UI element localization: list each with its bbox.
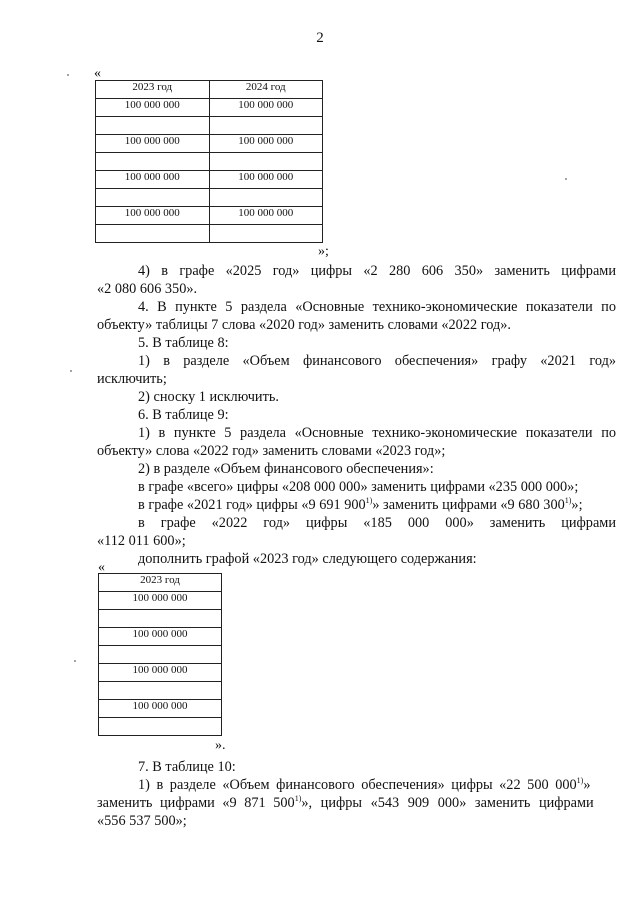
cell	[209, 153, 323, 171]
scan-speck	[67, 74, 69, 76]
table-header-row	[96, 81, 323, 99]
cell	[96, 117, 210, 135]
paragraph-line: объекту» таблицы 7 слова «2020 год» заменить словами «2022 год».	[97, 317, 511, 333]
paragraph-line: в графе «всего» цифры «208 000 000» заменить цифрами «235 000 000»;	[138, 479, 579, 495]
table2-close-quote: ».	[215, 738, 226, 753]
header-2023: 2023 год	[96, 81, 210, 99]
paragraph-line: 6. В таблице 9:	[138, 407, 229, 423]
cell	[99, 718, 222, 736]
paragraph-line: 2) в разделе «Объем финансового обеспечения»:	[138, 461, 434, 477]
cell	[209, 189, 323, 207]
table-row	[99, 610, 222, 628]
scan-speck	[70, 370, 72, 372]
paragraph-line: 4. В пункте 5 раздела «Основные технико-экономические показатели по	[138, 299, 616, 315]
paragraph-line: 2) сноску 1 исключить.	[138, 389, 279, 405]
paragraph-line: объекту» слова «2022 год» заменить словами «2023 год»;	[97, 443, 446, 459]
header-2023: 2023 год	[99, 574, 222, 592]
cell	[99, 682, 222, 700]
text: заменить цифрами «9 871 500	[97, 795, 295, 811]
table-header-row	[99, 574, 222, 592]
table-row	[99, 718, 222, 736]
paragraph-line: «2 080 606 350».	[97, 281, 198, 297]
paragraph-line: 5. В таблице 8:	[138, 335, 229, 351]
footnote-mark: 1)	[365, 496, 373, 505]
paragraph-line: 7. В таблице 10:	[138, 759, 236, 775]
table-row	[99, 646, 222, 664]
scan-speck	[74, 660, 76, 662]
paragraph-line	[138, 776, 616, 794]
table1-open-quote: «	[94, 66, 101, 81]
header-2024: 2024 год	[209, 81, 323, 99]
cell	[209, 117, 323, 135]
table-row	[99, 628, 222, 646]
footnote-mark: 1)	[564, 496, 572, 505]
cell: 100 000 000	[96, 135, 210, 153]
cell: 100 000 000	[99, 628, 222, 646]
cell	[96, 189, 210, 207]
table-row	[99, 664, 222, 682]
cell: 100 000 000	[99, 664, 222, 682]
cell: 100 000 000	[96, 207, 210, 225]
cell: 100 000 000	[209, 135, 323, 153]
cell	[96, 225, 210, 243]
paragraph-line: 1) в пункте 5 раздела «Основные технико-экономические показатели по	[138, 425, 616, 441]
paragraph-line: 1) в разделе «Объем финансового обеспечения» графу «2021 год»	[138, 353, 616, 369]
table-row	[96, 171, 323, 189]
table-row	[96, 225, 323, 243]
table-2023	[98, 573, 222, 736]
text: »	[583, 777, 591, 793]
table-row	[96, 117, 323, 135]
table-row	[96, 207, 323, 225]
paragraph-line: 4) в графе «2025 год» цифры «2 280 606 350» заменить цифрами	[138, 263, 616, 279]
paragraph-line: в графе «2022 год» цифры «185 000 000» заменить цифрами	[138, 515, 616, 531]
cell	[96, 153, 210, 171]
table-row	[99, 682, 222, 700]
table-row	[99, 592, 222, 610]
cell: 100 000 000	[209, 171, 323, 189]
cell	[209, 225, 323, 243]
text: »;	[571, 497, 583, 513]
text: » заменить цифрами «9 680 300	[372, 497, 565, 513]
page-number: 2	[316, 30, 324, 46]
table-row	[96, 135, 323, 153]
paragraph-line	[138, 496, 583, 514]
table-row	[96, 189, 323, 207]
table-row	[99, 700, 222, 718]
paragraph-line: «112 011 600»;	[97, 533, 186, 549]
paragraph-line: исключить;	[97, 371, 167, 387]
cell: 100 000 000	[99, 700, 222, 718]
cell: 100 000 000	[96, 171, 210, 189]
table-row	[96, 99, 323, 117]
paragraph-line: дополнить графой «2023 год» следующего содержания:	[138, 551, 477, 567]
scan-speck	[565, 178, 567, 180]
cell	[99, 646, 222, 664]
table2-open-quote: «	[98, 560, 105, 575]
cell: 100 000 000	[209, 207, 323, 225]
table-row	[96, 153, 323, 171]
footnote-mark: 1)	[576, 776, 584, 785]
paragraph-line: «556 537 500»;	[97, 813, 187, 829]
cell: 100 000 000	[96, 99, 210, 117]
footnote-mark: 1)	[294, 794, 302, 803]
cell: 100 000 000	[209, 99, 323, 117]
cell	[99, 610, 222, 628]
paragraph-line	[97, 794, 616, 812]
cell: 100 000 000	[99, 592, 222, 610]
table1-close-quote: »;	[318, 244, 329, 259]
table-2023-2024	[95, 80, 323, 243]
text: 1) в разделе «Объем финансового обеспечения» цифры «22 500 000	[138, 777, 577, 793]
text: в графе «2021 год» цифры «9 691 900	[138, 497, 366, 513]
text: », цифры «543 909 000» заменить цифрами	[301, 795, 594, 811]
